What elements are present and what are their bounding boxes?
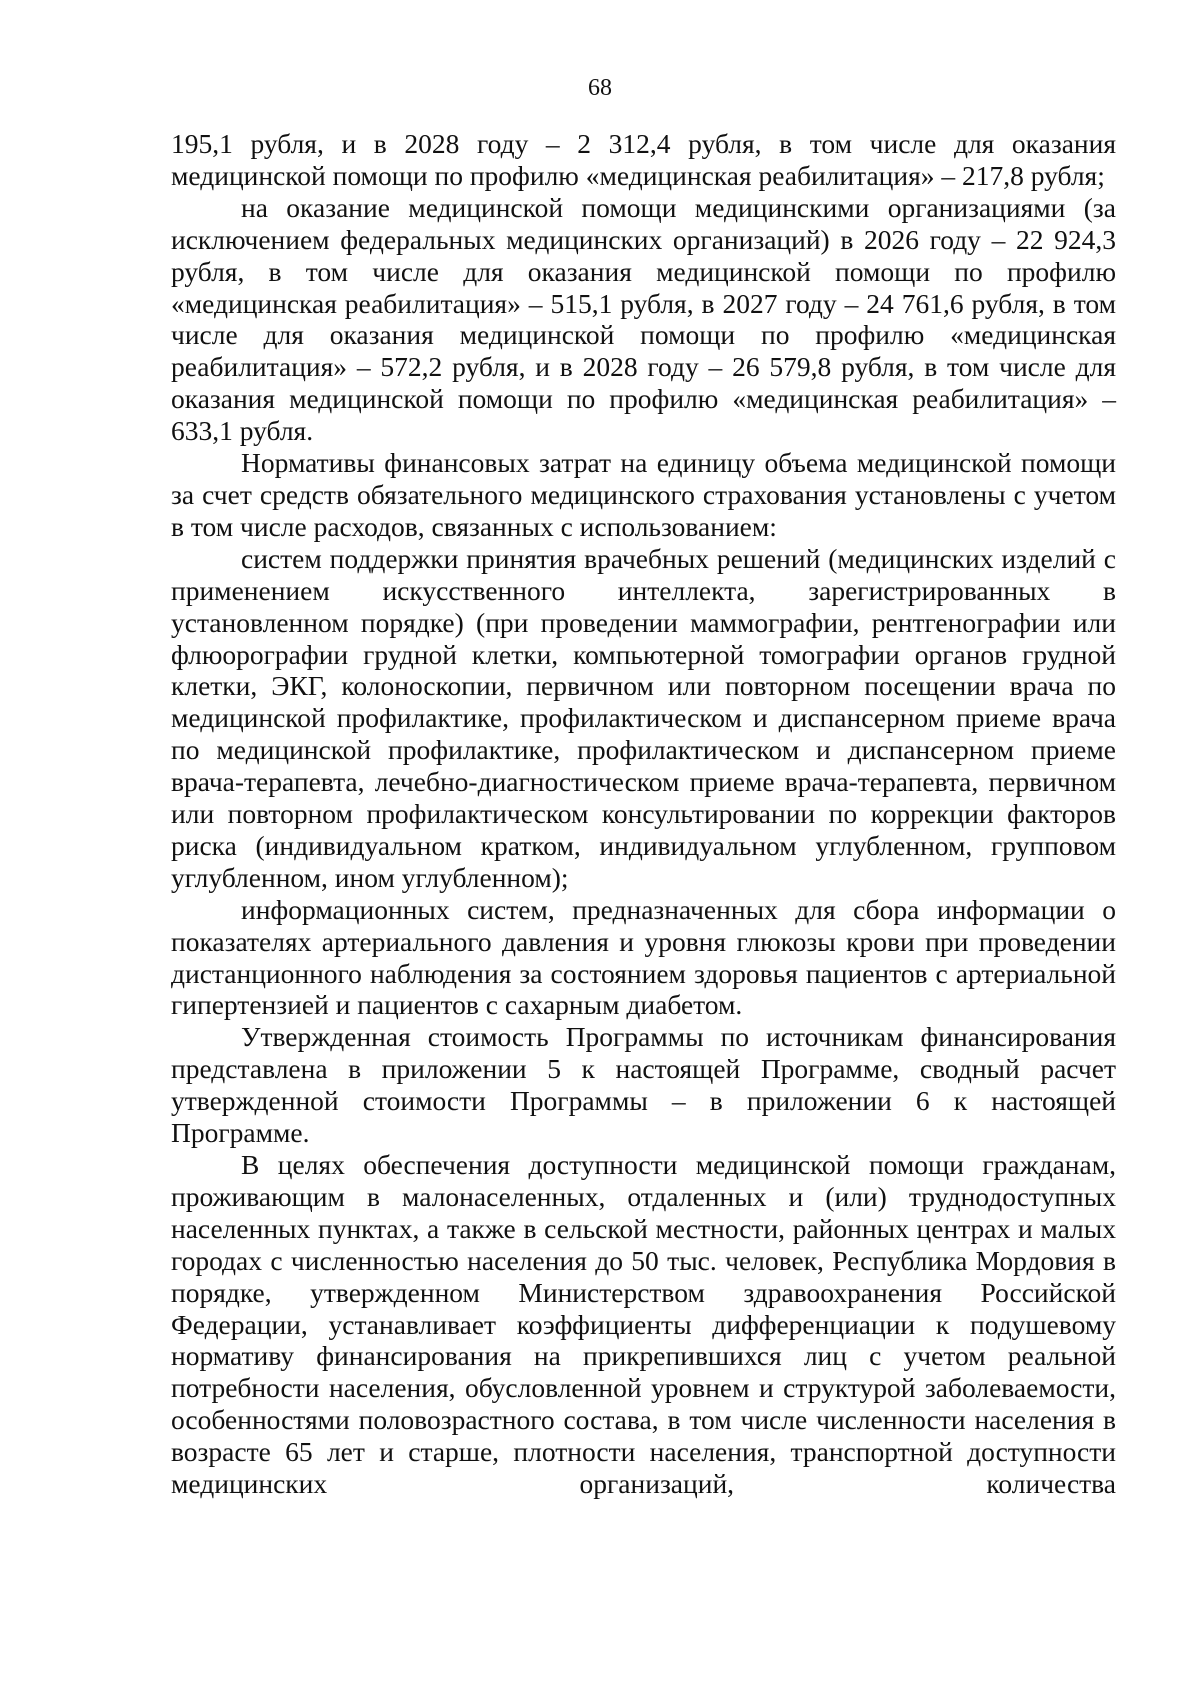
page-number: 68 [588,75,612,101]
paragraph-approved-cost: Утвержденная стоимость Программы по источникам финансирования представлена в приложении 5 к настоящей Программе, сводный расчет утвержденной стоимости Программы – в приложении 6 к настоящей Программе. [171,1021,1116,1149]
paragraph-financial-norms: Нормативы финансовых затрат на единицу объема медицинской помощи за счет средств обязательного медицинского страхования установлены с учетом в том числе расходов, связанных с использованием: [171,447,1116,542]
document-body [171,128,1116,1500]
paragraph-information-systems: информационных систем, предназначенных для сбора информации о показателях артериального давления и уровня глюкозы крови при проведении дистанционного наблюдения за состоянием здоровья пациентов с артериальной гипертензией и пациентов с сахарным диабетом. [171,893,1116,1021]
paragraph-continued: 195,1 рубля, и в 2028 году – 2 312,4 рубля, в том числе для оказания медицинской помощи по профилю «медицинская реабилитация» – 217,8 рубля; [171,128,1116,191]
paragraph-decision-support-systems: систем поддержки принятия врачебных решений (медицинских изделий с применением искусственного интеллекта, зарегистрированных в установленном порядке) (при проведении маммографии, рентгенографии или флюорографии грудной клетки, компьютерной томографии органов грудной клетки, ЭКГ, колоноскопии, первичном или повторном посещении врача по медицинской профилактике, профилактическом и диспансерном приеме врача по медицинской профилактике, профилактическом и диспансерном приеме врача-терапевта, лечебно-диагностическом приеме врача-терапевта, первичном или повторном профилактическом консультировании по коррекции факторов риска (индивидуальном кратком, индивидуальном углубленном, групповом углубленном, ином углубленном); [171,542,1116,893]
paragraph-medical-organizations: на оказание медицинской помощи медицинскими организациями (за исключением федеральных медицинских организаций) в 2026 году – 22 924,3 рубля, в том числе для оказания медицинской помощи по профилю «медицинская реабилитация» – 515,1 рубля, в 2027 году – 24 761,6 рубля, в том числе для оказания медицинской помощи по профилю «медицинская реабилитация» – 572,2 рубля, и в 2028 году – 26 579,8 рубля, в том числе для оказания медицинской помощи по профилю «медицинская реабилитация» – 633,1 рубля. [171,191,1116,447]
paragraph-accessibility: В целях обеспечения доступности медицинской помощи гражданам, проживающим в малонаселенных, отдаленных и (или) труднодоступных населенных пунктах, а также в сельской местности, районных центрах и малых городах с численностью населения до 50 тыс. человек, Республика Мордовия в порядке, утвержденном Министерством здравоохранения Российской Федерации, устанавливает коэффициенты дифференциации к подушевому нормативу финансирования на прикрепившихся лиц с учетом реальной потребности населения, обусловленной уровнем и структурой заболеваемости, особенностями половозрастного состава, в том числе численности населения в возрасте 65 лет и старше, плотности населения, транспортной доступности медицинских организаций, количества [171,1149,1116,1500]
